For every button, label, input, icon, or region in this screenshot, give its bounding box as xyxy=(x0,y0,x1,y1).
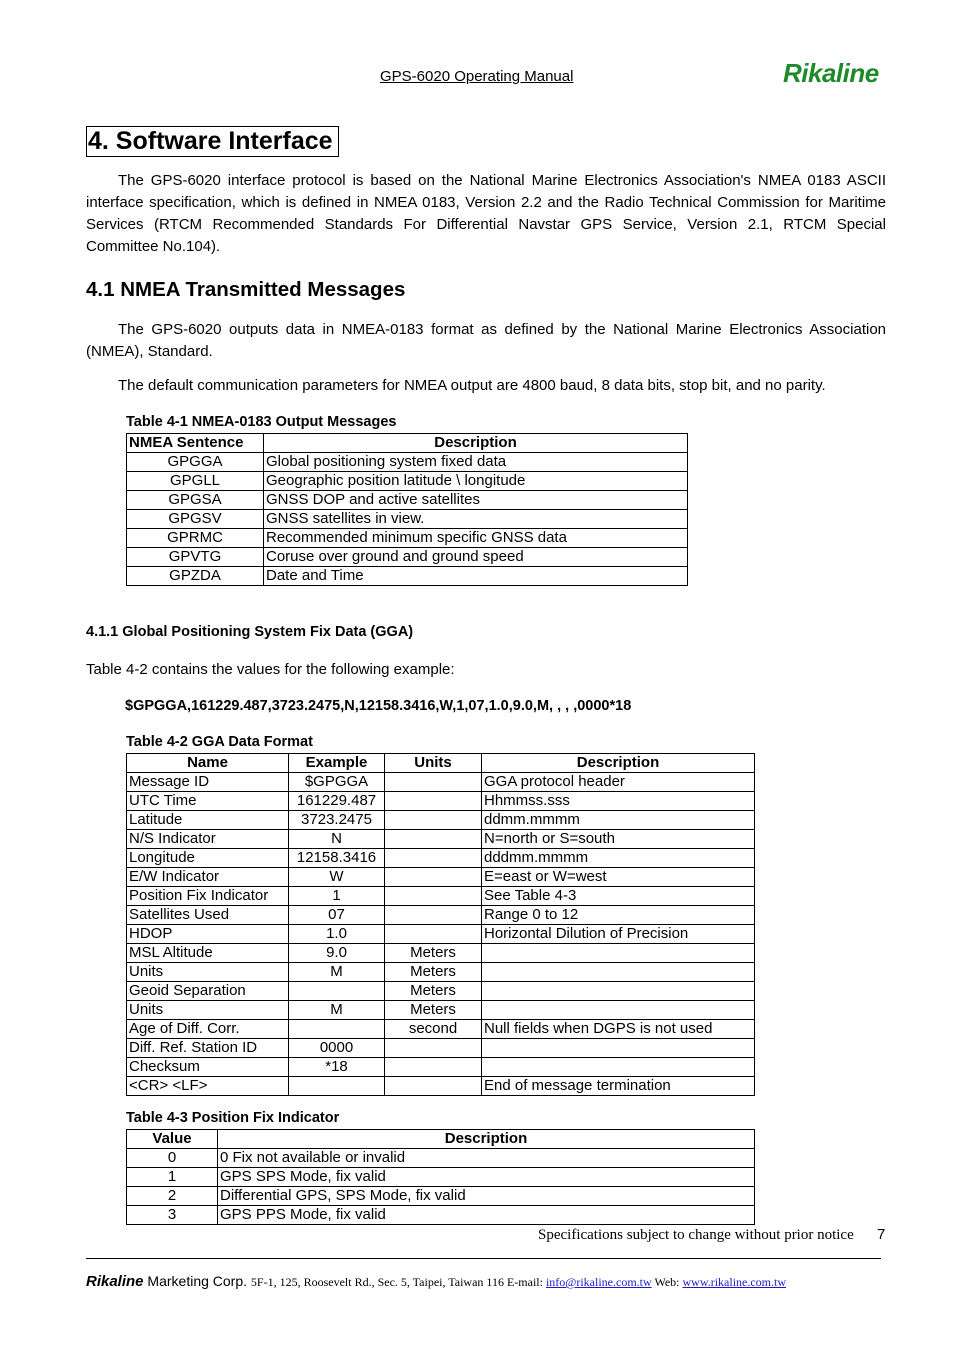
page-number: 7 xyxy=(877,1226,886,1243)
table-row xyxy=(127,925,755,944)
table-cell: dddmm.mmmm xyxy=(482,849,755,868)
table-cell: GGA protocol header xyxy=(482,773,755,792)
table-cell xyxy=(385,906,482,925)
table-cell: M xyxy=(289,963,385,982)
table-cell: Satellites Used xyxy=(127,906,289,925)
table-cell: UTC Time xyxy=(127,792,289,811)
gga-example-sentence: $GPGGA,161229.487,3723.2475,N,12158.3416,W,1,07,1.0,9.0,M, , , ,0000*18 xyxy=(125,698,632,714)
table-row xyxy=(127,453,688,472)
table-cell: $GPGGA xyxy=(289,773,385,792)
table-cell xyxy=(385,1077,482,1096)
table-cell: Horizontal Dilution of Precision xyxy=(482,925,755,944)
table-row xyxy=(127,963,755,982)
table-cell xyxy=(385,925,482,944)
table-cell: Diff. Ref. Station ID xyxy=(127,1039,289,1058)
website-link[interactable]: www.rikaline.com.tw xyxy=(682,1275,787,1289)
table-cell xyxy=(289,1077,385,1096)
table-cell: Differential GPS, SPS Mode, fix valid xyxy=(218,1187,755,1206)
table-cell xyxy=(289,982,385,1001)
table-cell: Null fields when DGPS is not used xyxy=(482,1020,755,1039)
table-cell xyxy=(482,1001,755,1020)
table-cell: N xyxy=(289,830,385,849)
table-row xyxy=(127,792,755,811)
document-title: GPS-6020 Operating Manual xyxy=(380,68,574,85)
table-cell: Coruse over ground and ground speed xyxy=(264,548,688,567)
column-header: Example xyxy=(289,754,385,773)
table-row xyxy=(127,1168,755,1187)
footer-line xyxy=(86,1273,786,1290)
column-header: Description xyxy=(218,1130,755,1149)
section-intro: The GPS-6020 interface protocol is based on the National Marine Electronics Association's NMEA 0183 ASCII interface specification, which is defined in NMEA 0183, Version 2.2 and the Radio Technical Commission for Maritime Services (RTCM Recommended Standards For Differential Navstar GPS Service, Version 2.1, RTCM Special Committee No.104). xyxy=(86,172,886,255)
table-header-row xyxy=(127,754,755,773)
table-cell: 0000 xyxy=(289,1039,385,1058)
table-cell xyxy=(385,773,482,792)
table-cell: MSL Altitude xyxy=(127,944,289,963)
table-cell: GPZDA xyxy=(127,567,264,586)
table-cell: Position Fix Indicator xyxy=(127,887,289,906)
table-row xyxy=(127,567,688,586)
table-cell xyxy=(482,944,755,963)
table-row xyxy=(127,491,688,510)
table-row xyxy=(127,906,755,925)
comm-parameters-paragraph: The default communication parameters for NMEA output are 4800 baud, 8 data bits, stop bit, and no parity. xyxy=(118,377,826,394)
table-row xyxy=(127,887,755,906)
table-cell: Units xyxy=(127,963,289,982)
footer-company: Marketing Corp. xyxy=(143,1273,251,1289)
table-cell: GPGSA xyxy=(127,491,264,510)
footer-brand: Rikaline xyxy=(86,1273,144,1290)
table-cell: Checksum xyxy=(127,1058,289,1077)
table-cell: 2 xyxy=(127,1187,218,1206)
position-fix-indicator-table xyxy=(126,1129,755,1225)
table-cell: Latitude xyxy=(127,811,289,830)
table-cell: 3 xyxy=(127,1206,218,1225)
table-cell xyxy=(482,1039,755,1058)
table-cell: E/W Indicator xyxy=(127,868,289,887)
table-row xyxy=(127,1001,755,1020)
table-cell: *18 xyxy=(289,1058,385,1077)
column-header: NMEA Sentence xyxy=(127,434,264,453)
table-cell: 0 xyxy=(127,1149,218,1168)
table-cell: Geographic position latitude \ longitude xyxy=(264,472,688,491)
table-cell: 9.0 xyxy=(289,944,385,963)
nmea-output-messages-table xyxy=(126,433,688,586)
table-cell: GNSS DOP and active satellites xyxy=(264,491,688,510)
table-row xyxy=(127,1206,755,1225)
table-row xyxy=(127,548,688,567)
table-cell: GNSS satellites in view. xyxy=(264,510,688,529)
table-cell: E=east or W=west xyxy=(482,868,755,887)
table-row xyxy=(127,472,688,491)
table-cell: Meters xyxy=(385,1001,482,1020)
table-row xyxy=(127,944,755,963)
table-row xyxy=(127,1039,755,1058)
table-cell xyxy=(385,811,482,830)
table-cell: N/S Indicator xyxy=(127,830,289,849)
footer-address: 5F-1, 125, Roosevelt Rd., Sec. 5, Taipei, Taiwan 116 E-mail: xyxy=(250,1275,546,1289)
table-cell: Recommended minimum specific GNSS data xyxy=(264,529,688,548)
table-cell: 0 Fix not available or invalid xyxy=(218,1149,755,1168)
table-cell: ddmm.mmmm xyxy=(482,811,755,830)
table-cell: Longitude xyxy=(127,849,289,868)
table-cell: 3723.2475 xyxy=(289,811,385,830)
table-cell: Meters xyxy=(385,963,482,982)
table-row xyxy=(127,529,688,548)
table2-caption: Table 4-2 GGA Data Format xyxy=(126,734,313,750)
nmea-format-paragraph: The GPS-6020 outputs data in NMEA-0183 format as defined by the National Marine Electronics Association (NMEA), Standard. xyxy=(86,321,886,360)
table-row xyxy=(127,1187,755,1206)
table-cell xyxy=(482,982,755,1001)
table-cell: Age of Diff. Corr. xyxy=(127,1020,289,1039)
table-cell: Meters xyxy=(385,982,482,1001)
table-cell: <CR> <LF> xyxy=(127,1077,289,1096)
table-cell: GPS SPS Mode, fix valid xyxy=(218,1168,755,1187)
gga-section-title: 4.1.1 Global Positioning System Fix Data (GGA) xyxy=(86,624,414,640)
table3-caption: Table 4-3 Position Fix Indicator xyxy=(126,1110,340,1126)
table-cell: 161229.487 xyxy=(289,792,385,811)
table-row xyxy=(127,1077,755,1096)
table-cell: Hhmmss.sss xyxy=(482,792,755,811)
table-row xyxy=(127,868,755,887)
gga-data-format-table xyxy=(126,753,755,1096)
table-cell xyxy=(482,963,755,982)
table-cell: Range 0 to 12 xyxy=(482,906,755,925)
table-cell: second xyxy=(385,1020,482,1039)
email-link[interactable]: info@rikaline.com.tw xyxy=(545,1275,652,1289)
footer-web-label: Web: xyxy=(651,1275,683,1289)
table-cell: 1 xyxy=(127,1168,218,1187)
section-title: 4. Software Interface xyxy=(86,126,339,157)
table-header-row xyxy=(127,1130,755,1149)
rikaline-logo: Rikaline xyxy=(783,58,879,88)
table-cell: 07 xyxy=(289,906,385,925)
change-notice: Specifications subject to change without prior notice xyxy=(538,1227,854,1243)
table-cell xyxy=(482,1058,755,1077)
table-cell: 12158.3416 xyxy=(289,849,385,868)
table-cell: W xyxy=(289,868,385,887)
table-row xyxy=(127,1058,755,1077)
column-header: Description xyxy=(264,434,688,453)
table-cell: See Table 4-3 xyxy=(482,887,755,906)
table-cell: End of message termination xyxy=(482,1077,755,1096)
table-cell xyxy=(385,1039,482,1058)
table-row xyxy=(127,773,755,792)
table-cell: Message ID xyxy=(127,773,289,792)
table-cell xyxy=(289,1020,385,1039)
column-header: Units xyxy=(385,754,482,773)
subsection-title: 4.1 NMEA Transmitted Messages xyxy=(86,278,406,301)
table-cell: 1 xyxy=(289,887,385,906)
table-row xyxy=(127,1020,755,1039)
table-cell: GPGGA xyxy=(127,453,264,472)
table-cell: HDOP xyxy=(127,925,289,944)
table-cell xyxy=(385,830,482,849)
table-cell xyxy=(385,887,482,906)
table-cell: GPGSV xyxy=(127,510,264,529)
gga-intro: Table 4-2 contains the values for the following example: xyxy=(86,661,455,678)
column-header: Value xyxy=(127,1130,218,1149)
table-row xyxy=(127,982,755,1001)
table-row xyxy=(127,1149,755,1168)
table1-caption: Table 4-1 NMEA-0183 Output Messages xyxy=(126,414,397,430)
table-cell: Date and Time xyxy=(264,567,688,586)
table-cell xyxy=(385,1058,482,1077)
table-cell: GPRMC xyxy=(127,529,264,548)
table-row xyxy=(127,849,755,868)
table-cell xyxy=(385,792,482,811)
table-row xyxy=(127,811,755,830)
table-cell: GPS PPS Mode, fix valid xyxy=(218,1206,755,1225)
table-cell: GPGLL xyxy=(127,472,264,491)
table-cell: 1.0 xyxy=(289,925,385,944)
column-header: Name xyxy=(127,754,289,773)
table-cell xyxy=(385,868,482,887)
table-cell: Meters xyxy=(385,944,482,963)
table-cell: Global positioning system fixed data xyxy=(264,453,688,472)
column-header: Description xyxy=(482,754,755,773)
table-cell: Geoid Separation xyxy=(127,982,289,1001)
table-cell xyxy=(385,849,482,868)
table-cell: M xyxy=(289,1001,385,1020)
table-cell: N=north or S=south xyxy=(482,830,755,849)
table-row xyxy=(127,510,688,529)
table-header-row xyxy=(127,434,688,453)
table-row xyxy=(127,830,755,849)
table-cell: GPVTG xyxy=(127,548,264,567)
footer-divider xyxy=(86,1258,881,1259)
table-cell: Units xyxy=(127,1001,289,1020)
